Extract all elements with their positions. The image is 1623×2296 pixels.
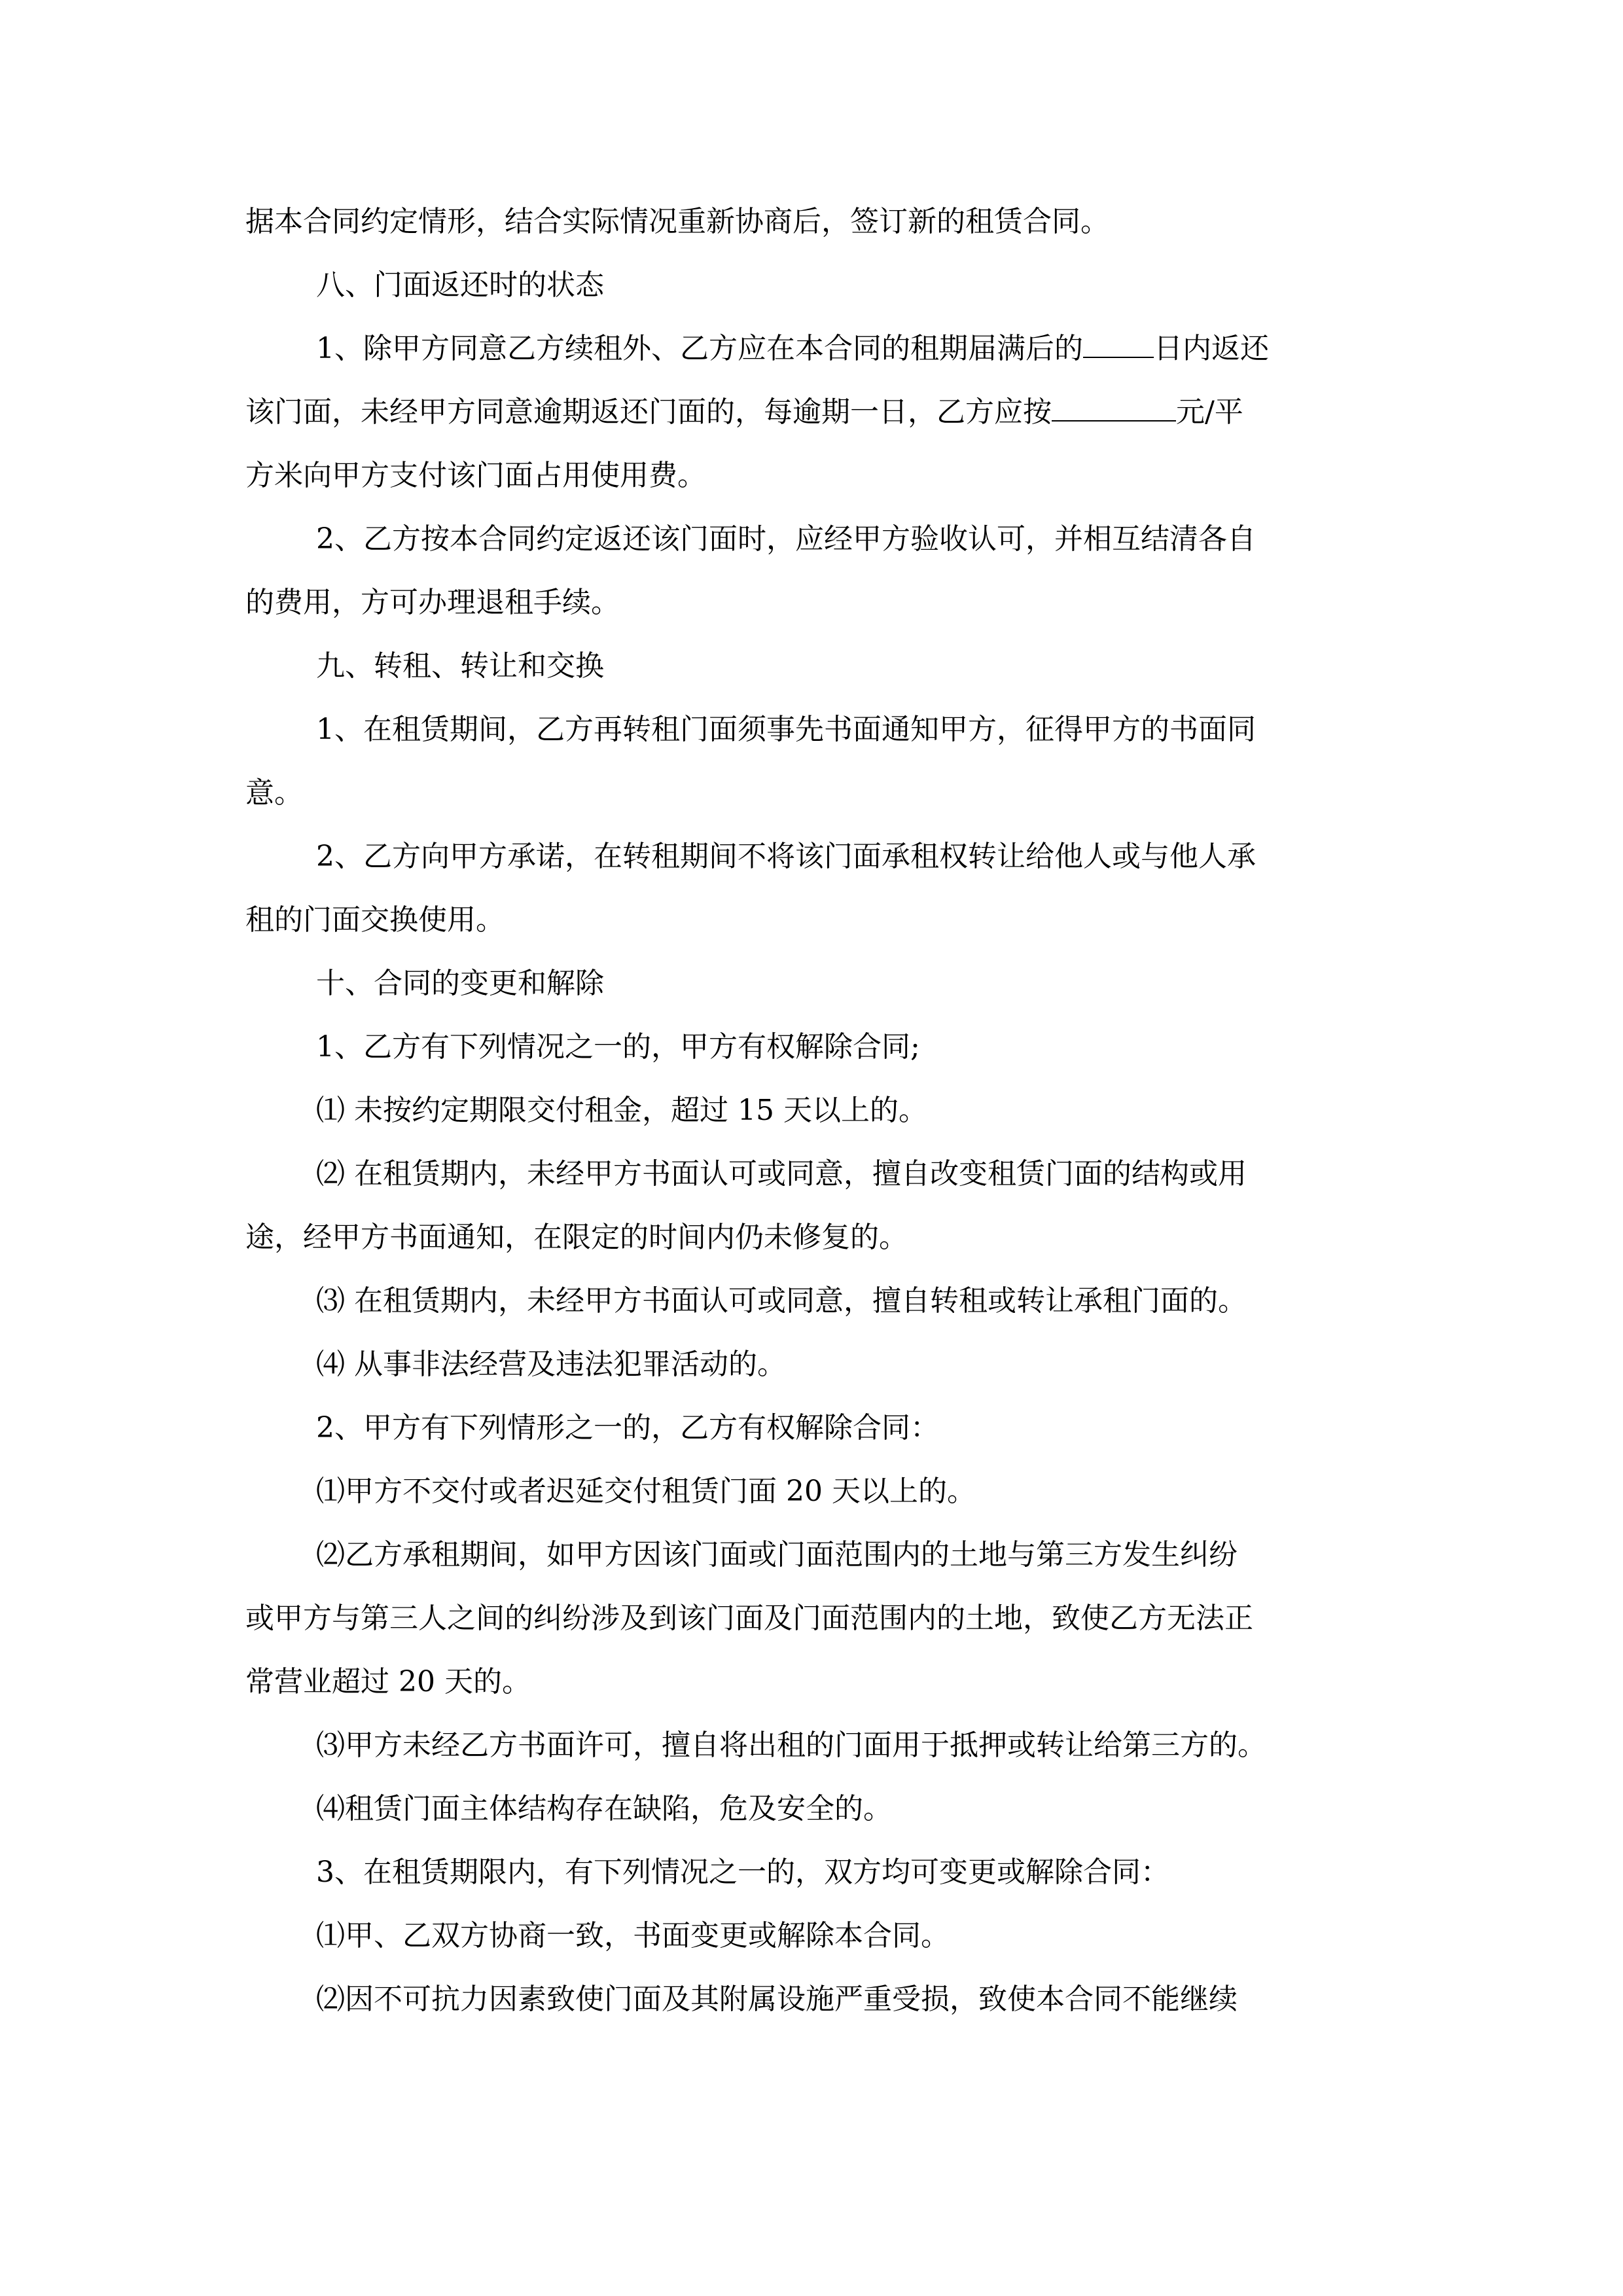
text-line-15: ⑴ 未按约定期限交付租金，超过 15 天以上的。: [316, 1094, 927, 1127]
text-segment: 元/平: [1176, 395, 1243, 429]
section-heading-10: 十、合同的变更和解除: [316, 967, 604, 1000]
document-page: [245, 190, 1404, 2031]
text-line-7: 的费用，方可办理退租手续。: [245, 586, 620, 619]
text-line-27: 3、在租赁期限内，有下列情况之一的，双方均可变更或解除合同：: [316, 1856, 1169, 1889]
text-line-19: ⑷ 从事非法经营及违法犯罪活动的。: [316, 1348, 786, 1381]
text-line-1: 据本合同约定情形，结合实际情况重新协商后，签订新的租赁合同。: [245, 205, 1109, 238]
section-heading-8: 八、门面返还时的状态: [316, 268, 604, 302]
text-line-5: 方米向甲方支付该门面占用使用费。: [245, 459, 706, 492]
text-line-29: ⑵因不可抗力因素致使门面及其附属设施严重受损，致使本合同不能继续: [316, 1982, 1238, 2016]
text-line-26: ⑷租赁门面主体结构存在缺陷，危及安全的。: [316, 1792, 892, 1825]
fill-in-blank: [1083, 328, 1154, 358]
text-line-23: 或甲方与第三人之间的纠纷涉及到该门面及门面范围内的土地，致使乙方无法正: [245, 1602, 1253, 1635]
text-segment: 1、除甲方同意乙方续租外、乙方应在本合同的租期届满后的: [316, 332, 1083, 365]
text-line-21: ⑴甲方不交付或者迟延交付租赁门面 20 天以上的。: [316, 1475, 976, 1508]
section-heading-9: 九、转租、转让和交换: [316, 649, 604, 683]
text-line-20: 2、甲方有下列情形之一的，乙方有权解除合同：: [316, 1411, 939, 1444]
text-segment: 日内返还: [1154, 332, 1269, 365]
text-line-6: 2、乙方按本合同约定返还该门面时，应经甲方验收认可，并相互结清各自: [316, 522, 1256, 556]
text-line-22: ⑵乙方承租期间，如甲方因该门面或门面范围内的土地与第三方发生纠纷: [316, 1538, 1238, 1571]
text-line-17: 途，经甲方书面通知，在限定的时间内仍未修复的。: [245, 1221, 908, 1254]
text-line-16: ⑵ 在租赁期内，未经甲方书面认可或同意，擅自改变租赁门面的结构或用: [316, 1157, 1247, 1191]
text-line-28: ⑴甲、乙双方协商一致，书面变更或解除本合同。: [316, 1919, 950, 1952]
text-line-10: 意。: [245, 776, 303, 810]
text-line-14: 1、乙方有下列情况之一的，甲方有权解除合同;: [316, 1030, 920, 1064]
text-line-4: [245, 380, 1404, 444]
text-line-9: 1、在租赁期间，乙方再转租门面须事先书面通知甲方，征得甲方的书面同: [316, 713, 1256, 746]
text-line-11: 2、乙方向甲方承诺，在转租期间不将该门面承租权转让给他人或与他人承: [316, 840, 1256, 873]
text-line-24: 常营业超过 20 天的。: [245, 1665, 531, 1698]
text-line-12: 租的门面交换使用。: [245, 903, 505, 937]
fill-in-blank: [1052, 391, 1176, 422]
text-line-25: ⑶甲方未经乙方书面许可，擅自将出租的门面用于抵押或转让给第三方的。: [316, 1729, 1266, 1762]
text-segment: 该门面，未经甲方同意逾期返还门面的，每逾期一日，乙方应按: [245, 395, 1052, 429]
text-line-18: ⑶ 在租赁期内，未经甲方书面认可或同意，擅自转租或转让承租门面的。: [316, 1284, 1247, 1318]
text-line-3: [245, 317, 1404, 380]
